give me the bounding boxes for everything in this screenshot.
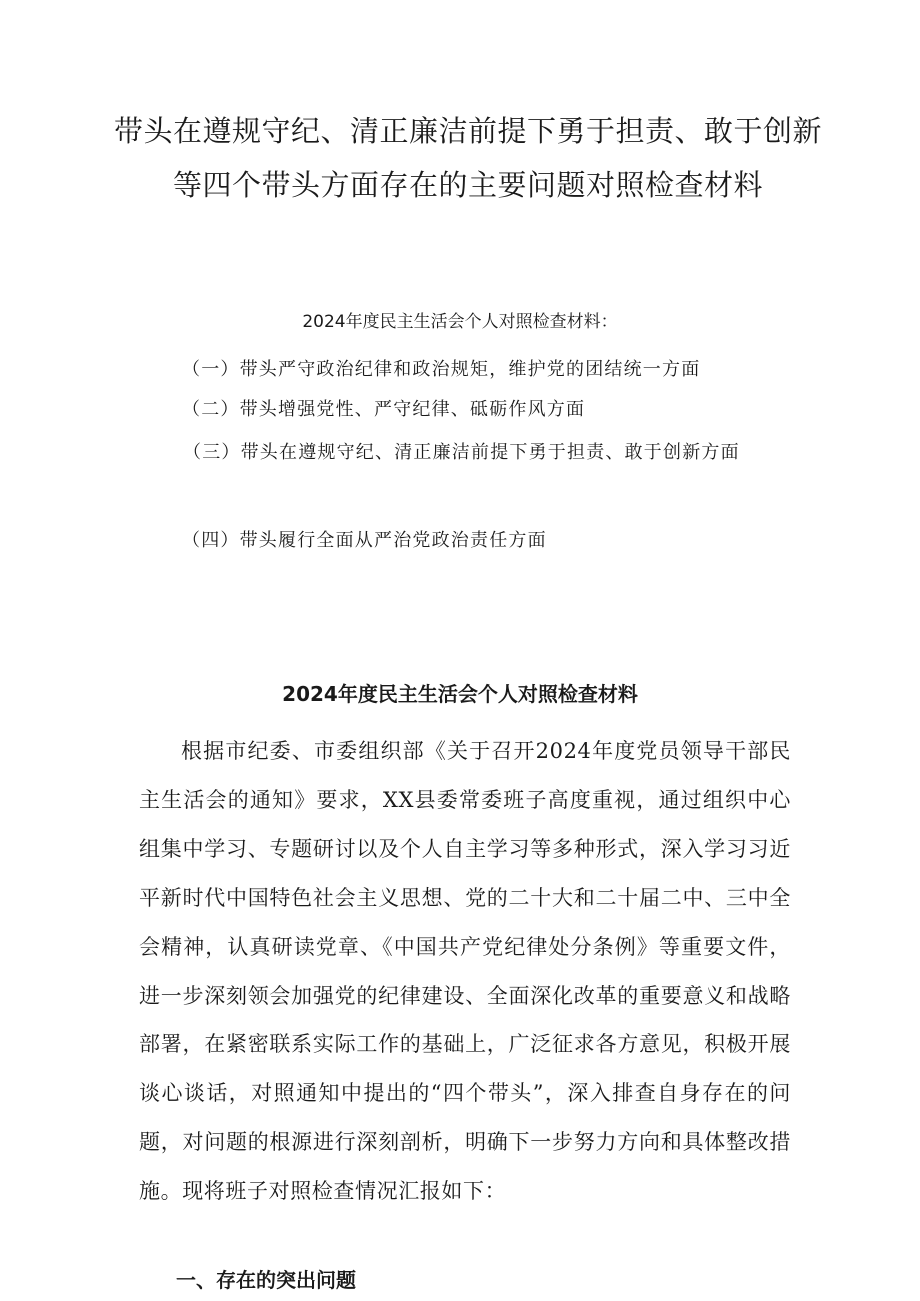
toc-item-2: （二）带头增强党性、严守纪律、砥砺作风方面 — [182, 399, 586, 420]
toc-item-1: （一）带头严守政治纪律和政治规矩，维护党的团结统一方面 — [182, 359, 701, 380]
section-title: 2024年度民主生活会个人对照检查材料 — [282, 682, 638, 706]
toc-item-4: （四）带头履行全面从严治党政治责任方面 — [182, 530, 547, 551]
sub-heading: 一、存在的突出问题 — [176, 1268, 356, 1292]
document-title: 带头在遵规守纪、清正廉洁前提下勇于担责、敢于创新等四个带头方面存在的主要问题对照检查材料 — [113, 114, 822, 202]
toc-heading: 2024年度民主生活会个人对照检查材料： — [302, 312, 618, 332]
body-paragraph: 根据市纪委、市委组织部《关于召开2024年度党员领导干部民主生活会的通知》要求，XX县委常委班子高度重视，通过组织中心组集中学习、专题研讨以及个人自主学习等多种形式，深入学习习近平新时代中国特色社会主义思想、党的二十大和二十届二中、三中全会精神，认真研读党章、《中国共产党纪律处分条例》等重要文件，进一步深刻领会加强党的纪律建设、全面深化改革的重要意义和战略部署，在紧密联系实际工作的基础上，广泛征求各方意见，积极开展谈心谈话，对照通知中提出的“四个带头”，深入排查自身存在的问题，对问题的根源进行深刻剖析，明确下一步努力方向和具体整改措施。现将班子对照检查情况汇报如下： — [139, 739, 791, 1204]
toc-item-3: （三）带头在遵规守纪、清正廉洁前提下勇于担责、敢于创新方面 — [183, 442, 740, 463]
